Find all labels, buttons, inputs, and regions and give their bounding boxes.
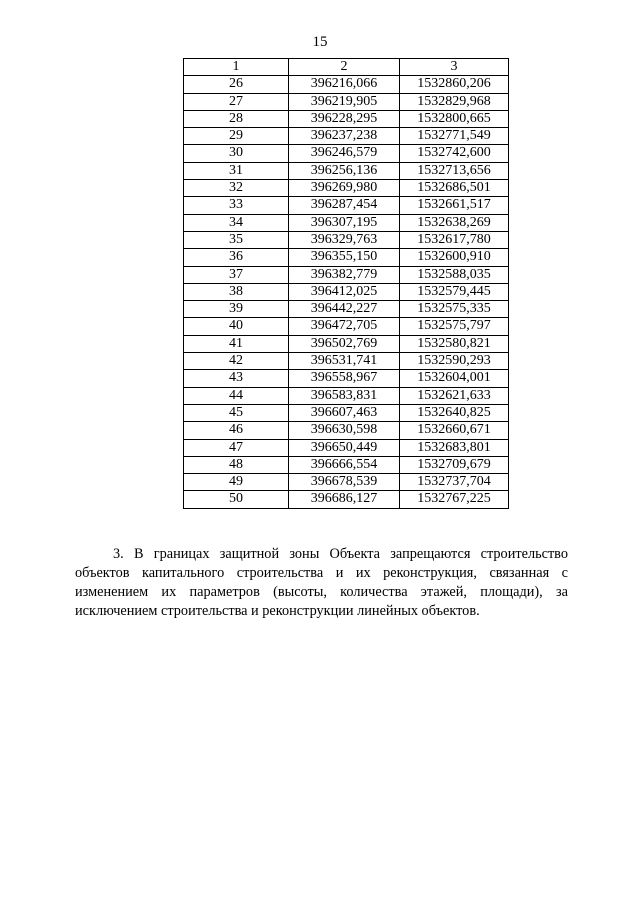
cell-x-coordinate: 396382,779	[289, 266, 400, 283]
table-row	[184, 249, 509, 266]
cell-y-coordinate: 1532829,968	[400, 93, 509, 110]
cell-y-coordinate: 1532660,671	[400, 422, 509, 439]
cell-y-coordinate: 1532860,206	[400, 76, 509, 93]
cell-x-coordinate: 396219,905	[289, 93, 400, 110]
table-row	[184, 180, 509, 197]
table-row	[184, 214, 509, 231]
cell-y-coordinate: 1532771,549	[400, 128, 509, 145]
cell-y-coordinate: 1532621,633	[400, 387, 509, 404]
cell-x-coordinate: 396442,227	[289, 301, 400, 318]
cell-x-coordinate: 396472,705	[289, 318, 400, 335]
table-row	[184, 283, 509, 300]
cell-point-number: 28	[184, 110, 289, 127]
cell-y-coordinate: 1532580,821	[400, 335, 509, 352]
cell-y-coordinate: 1532800,665	[400, 110, 509, 127]
cell-x-coordinate: 396237,238	[289, 128, 400, 145]
cell-y-coordinate: 1532579,445	[400, 283, 509, 300]
cell-x-coordinate: 396412,025	[289, 283, 400, 300]
table-row	[184, 439, 509, 456]
table-row	[184, 353, 509, 370]
table-row	[184, 370, 509, 387]
cell-y-coordinate: 1532661,517	[400, 197, 509, 214]
cell-point-number: 42	[184, 353, 289, 370]
table-row	[184, 162, 509, 179]
cell-point-number: 35	[184, 231, 289, 248]
cell-point-number: 32	[184, 180, 289, 197]
cell-x-coordinate: 396630,598	[289, 422, 400, 439]
cell-point-number: 31	[184, 162, 289, 179]
table-row	[184, 231, 509, 248]
cell-y-coordinate: 1532742,600	[400, 145, 509, 162]
cell-point-number: 40	[184, 318, 289, 335]
cell-point-number: 47	[184, 439, 289, 456]
table-row	[184, 422, 509, 439]
cell-y-coordinate: 1532709,679	[400, 456, 509, 473]
page-number: 15	[312, 34, 328, 50]
table-row	[184, 474, 509, 491]
table-header-row	[184, 59, 509, 76]
table-row	[184, 145, 509, 162]
cell-point-number: 50	[184, 491, 289, 508]
cell-point-number: 48	[184, 456, 289, 473]
column-header-point: 1	[184, 59, 289, 76]
cell-x-coordinate: 396531,741	[289, 353, 400, 370]
cell-point-number: 33	[184, 197, 289, 214]
table-row	[184, 110, 509, 127]
cell-x-coordinate: 396583,831	[289, 387, 400, 404]
cell-x-coordinate: 396307,195	[289, 214, 400, 231]
cell-x-coordinate: 396228,295	[289, 110, 400, 127]
cell-x-coordinate: 396355,150	[289, 249, 400, 266]
cell-x-coordinate: 396607,463	[289, 404, 400, 421]
cell-y-coordinate: 1532575,335	[400, 301, 509, 318]
table-row	[184, 456, 509, 473]
table-row	[184, 318, 509, 335]
cell-y-coordinate: 1532713,656	[400, 162, 509, 179]
cell-point-number: 27	[184, 93, 289, 110]
cell-point-number: 38	[184, 283, 289, 300]
cell-x-coordinate: 396256,136	[289, 162, 400, 179]
cell-y-coordinate: 1532600,910	[400, 249, 509, 266]
cell-point-number: 37	[184, 266, 289, 283]
cell-point-number: 26	[184, 76, 289, 93]
coordinates-table	[183, 58, 509, 509]
cell-point-number: 34	[184, 214, 289, 231]
table-row	[184, 301, 509, 318]
cell-point-number: 46	[184, 422, 289, 439]
cell-y-coordinate: 1532638,269	[400, 214, 509, 231]
cell-y-coordinate: 1532683,801	[400, 439, 509, 456]
cell-x-coordinate: 396216,066	[289, 76, 400, 93]
cell-x-coordinate: 396287,454	[289, 197, 400, 214]
cell-x-coordinate: 396329,763	[289, 231, 400, 248]
table-row	[184, 491, 509, 508]
cell-point-number: 45	[184, 404, 289, 421]
cell-y-coordinate: 1532588,035	[400, 266, 509, 283]
cell-y-coordinate: 1532590,293	[400, 353, 509, 370]
cell-point-number: 49	[184, 474, 289, 491]
column-header-x: 2	[289, 59, 400, 76]
table-row	[184, 387, 509, 404]
cell-x-coordinate: 396502,769	[289, 335, 400, 352]
cell-y-coordinate: 1532737,704	[400, 474, 509, 491]
cell-x-coordinate: 396678,539	[289, 474, 400, 491]
cell-y-coordinate: 1532640,825	[400, 404, 509, 421]
table-row	[184, 404, 509, 421]
table-body	[184, 76, 509, 508]
cell-y-coordinate: 1532686,501	[400, 180, 509, 197]
cell-point-number: 41	[184, 335, 289, 352]
cell-point-number: 39	[184, 301, 289, 318]
cell-y-coordinate: 1532617,780	[400, 231, 509, 248]
table-row	[184, 197, 509, 214]
cell-point-number: 36	[184, 249, 289, 266]
cell-x-coordinate: 396558,967	[289, 370, 400, 387]
table-row	[184, 76, 509, 93]
cell-x-coordinate: 396246,579	[289, 145, 400, 162]
cell-y-coordinate: 1532575,797	[400, 318, 509, 335]
cell-y-coordinate: 1532604,001	[400, 370, 509, 387]
table-row	[184, 266, 509, 283]
table-row	[184, 128, 509, 145]
cell-x-coordinate: 396666,554	[289, 456, 400, 473]
cell-point-number: 29	[184, 128, 289, 145]
restriction-paragraph: 3. В границах защитной зоны Объекта запрещаются строительство объектов капитального строительства и их реконструкция, связанная с изменением их параметров (высоты, количества этажей, площади), за исключением строительства и реконструкции линейных объектов.	[75, 546, 568, 619]
table-row	[184, 93, 509, 110]
cell-point-number: 44	[184, 387, 289, 404]
cell-y-coordinate: 1532767,225	[400, 491, 509, 508]
table-row	[184, 335, 509, 352]
cell-x-coordinate: 396269,980	[289, 180, 400, 197]
cell-x-coordinate: 396686,127	[289, 491, 400, 508]
cell-point-number: 30	[184, 145, 289, 162]
cell-x-coordinate: 396650,449	[289, 439, 400, 456]
column-header-y: 3	[400, 59, 509, 76]
cell-point-number: 43	[184, 370, 289, 387]
